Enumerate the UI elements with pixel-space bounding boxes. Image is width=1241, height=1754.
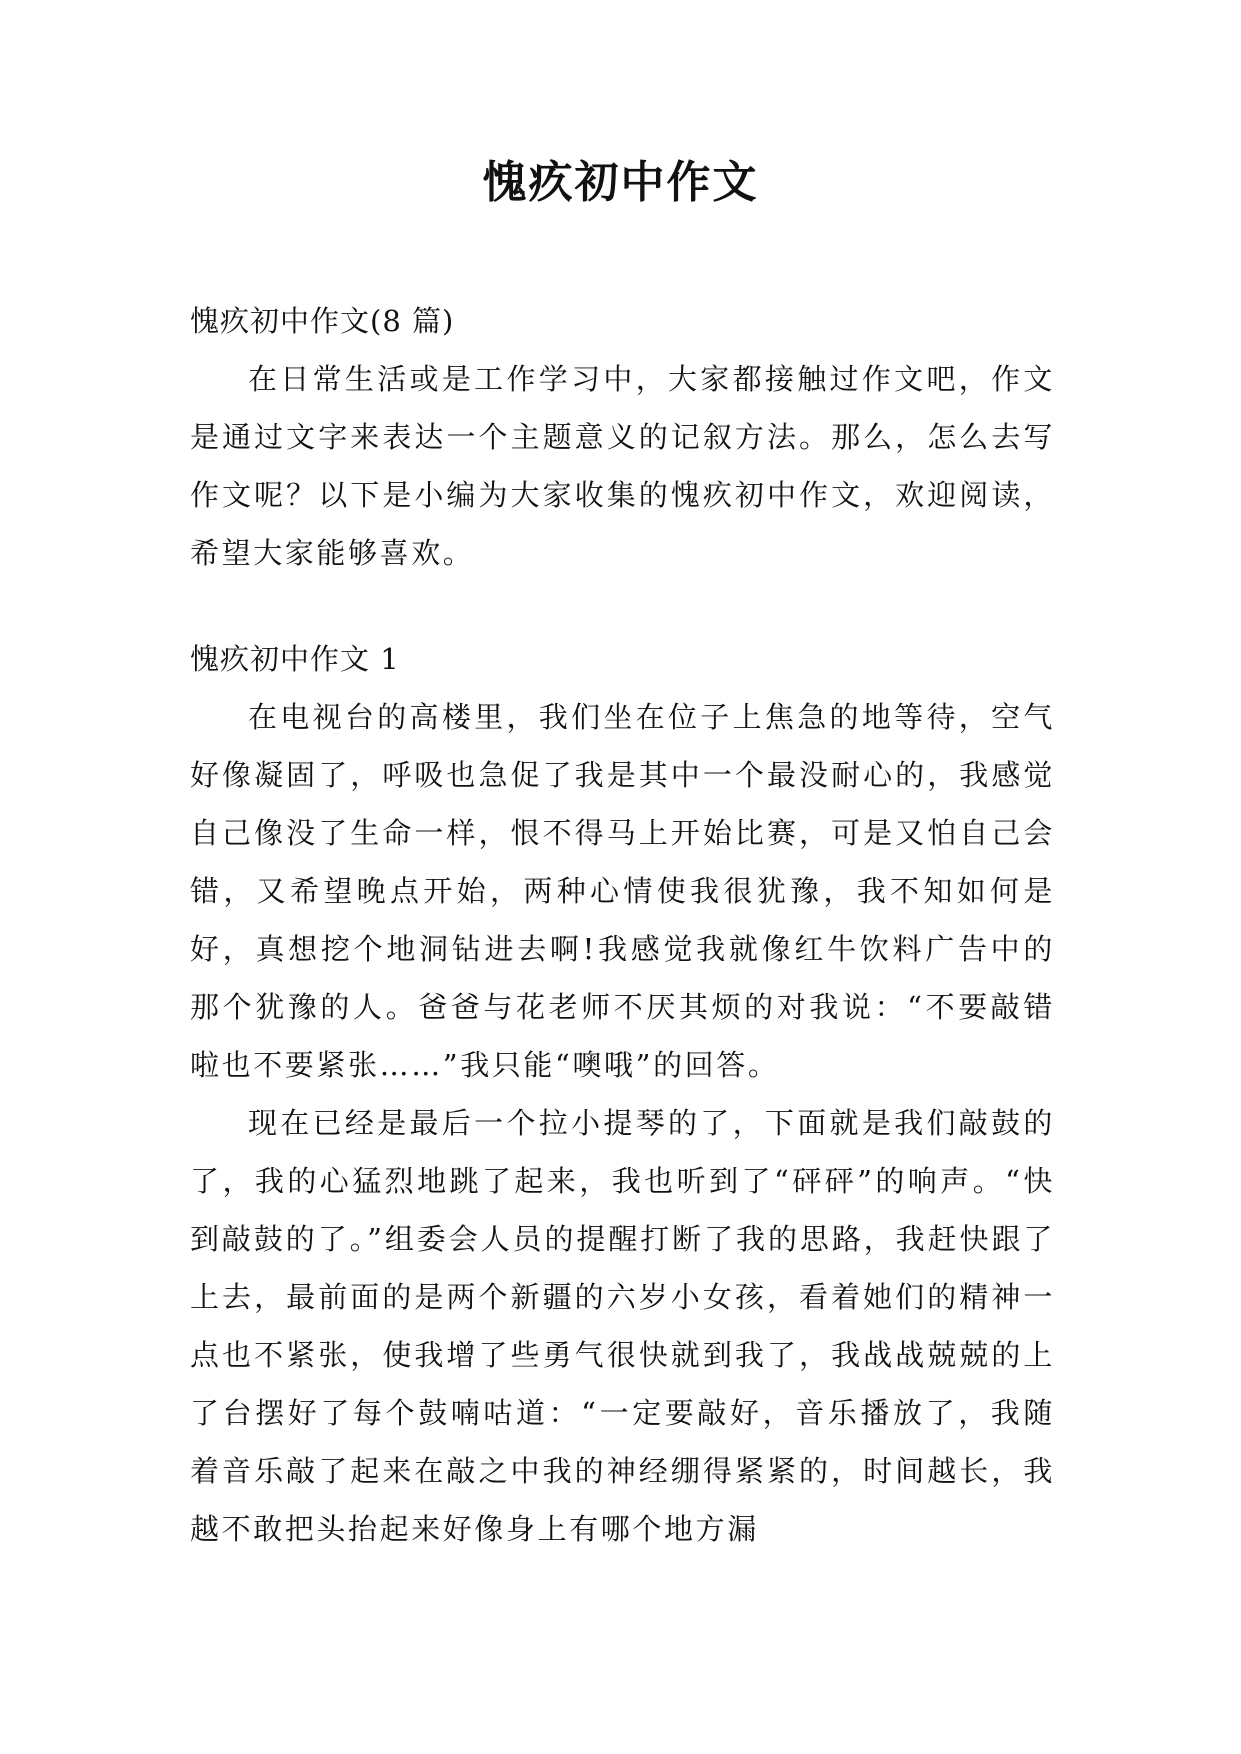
- essay-1-section: [190, 630, 1055, 1558]
- essay-1-paragraph: 在电视台的高楼里，我们坐在位子上焦急的地等待，空气好像凝固了，呼吸也急促了我是其中一个最没耐心的，我感觉自己像没了生命一样，恨不得马上开始比赛，可是又怕自己会错，又希望晚点开始，两种心情使我很犹豫，我不知如何是好，真想挖个地洞钻进去啊!我感觉我就像红牛饮料广告中的那个犹豫的人。爸爸与花老师不厌其烦的对我说：“不要敲错啦也不要紧张……”我只能“噢哦”的回答。: [190, 700, 1055, 1082]
- intro-section: [190, 292, 1055, 582]
- essay-1-paragraph: 现在已经是最后一个拉小提琴的了，下面就是我们敲鼓的了，我的心猛烈地跳了起来，我也听到了“砰砰”的响声。“快到敲鼓的了。”组委会人员的提醒打断了我的思路，我赶快跟了上去，最前面的是两个新疆的六岁小女孩，看着她们的精神一点也不紧张，使我增了些勇气很快就到我了，我战战兢兢的上了台摆好了每个鼓喃咕道：“一定要敲好，音乐播放了，我随着音乐敲了起来在敲之中我的神经绷得紧紧的，时间越长，我越不敢把头抬起来好像身上有哪个地方漏: [190, 1106, 1055, 1546]
- intro-paragraph: 在日常生活或是工作学习中，大家都接触过作文吧，作文是通过文字来表达一个主题意义的记叙方法。那么，怎么去写作文呢？以下是小编为大家收集的愧疚初中作文，欢迎阅读，希望大家能够喜欢。: [190, 362, 1055, 570]
- document-title: 愧疚初中作文: [482, 157, 759, 208]
- essay-1-heading: 愧疚初中作文 1: [190, 642, 400, 676]
- intro-heading: 愧疚初中作文(8 篇): [190, 304, 455, 338]
